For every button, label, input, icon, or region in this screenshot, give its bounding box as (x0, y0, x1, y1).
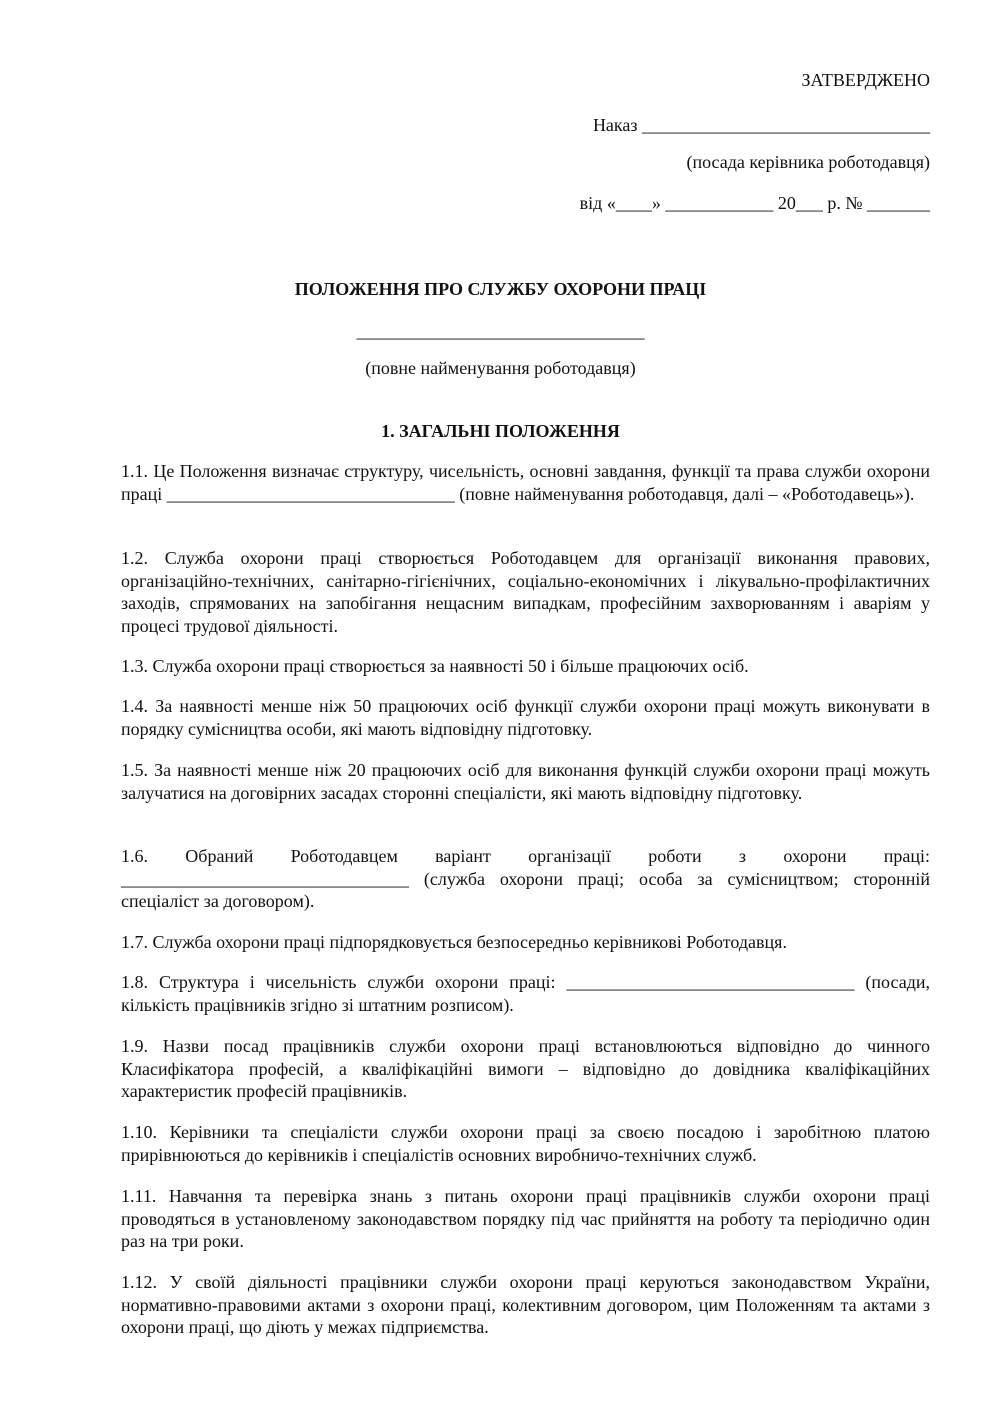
employer-name-blank: ________________________________ (356, 321, 645, 341)
paragraph-1-2: 1.2. Служба охорони праці створюється Роботодавцем для організації виконання правових, організаційно-технічних, санітарно-гігієнічних, соціально-економічних і лікувально-профілактичних заходів, спрямованих на запобігання нещасним випадкам, професійним захворюванням і аваріям у процесі трудової діяльності. (121, 548, 930, 636)
paragraph-1-4: 1.4. За наявності менше ніж 50 працюючих осіб функції служби охорони праці можуть виконувати в порядку сумісництва особи, які мають відповідну підготовку. (121, 696, 930, 739)
paragraph-1-11: 1.11. Навчання та перевірка знань з питань охорони праці працівників служби охорони праці проводяться в установленому законодавством порядку під час прийняття на роботу та періодично один раз на три роки. (121, 1186, 930, 1251)
paragraph-1-9: 1.9. Назви посад працівників служби охорони праці встановлюються відповідно до чинного Класифікатора професій, а кваліфікаційні вимоги – відповідно до довідника кваліфікаційних характеристик професій працівників. (121, 1036, 930, 1101)
position-note: (посада керівника роботодавця) (686, 152, 930, 172)
paragraph-1-5: 1.5. За наявності менше ніж 20 працюючих осіб для виконання функцій служби охорони праці можуть залучатися на договірних засадах сторонні спеціалісти, які мають відповідну підготовку. (121, 760, 930, 803)
paragraph-1-12: 1.12. У своїй діяльності працівники служби охорони праці керуються законодавством України, нормативно-правовими актами з охорони праці, колективним договором, цим Положенням та актами з охорони праці, що діють у межах підприємства. (121, 1272, 930, 1337)
approval-stamp-label: ЗАТВЕРДЖЕНО (801, 70, 930, 90)
paragraph-1-7: 1.7. Служба охорони праці підпорядковується безпосередньо керівникові Роботодавця. (121, 932, 787, 952)
paragraph-1-8: 1.8. Структура і чисельність служби охорони праці: ________________________________ (посади, кількість працівників згідно зі штатним розписом). (121, 972, 930, 1015)
employer-name-note: (повне найменування роботодавця) (365, 358, 636, 378)
section-heading: 1. ЗАГАЛЬНІ ПОЛОЖЕННЯ (381, 421, 620, 441)
paragraph-1-1: 1.1. Це Положення визначає структуру, чисельність, основні завдання, функції та права служби охорони праці ________________________________ (повне найменування роботодавця, далі – «Роботодавець»). (121, 461, 930, 504)
order-line: Наказ ________________________________ (592, 115, 930, 135)
paragraph-1-10: 1.10. Керівники та спеціалісти служби охорони праці за своєю посадою і заробітною платою прирівнюються до керівників і спеціалістів основних виробничо-технічних служб. (121, 1122, 930, 1165)
paragraph-1-3: 1.3. Служба охорони праці створюється за наявності 50 і більше працюючих осіб. (121, 656, 749, 676)
paragraph-1-6: 1.6. Обраний Роботодавцем варіант організації роботи з охорони праці: ________________________________ (служба охорони праці; особа за сумісництвом; сторонній спеціаліст за договором). (121, 846, 930, 911)
document-title: ПОЛОЖЕННЯ ПРО СЛУЖБУ ОХОРОНИ ПРАЦІ (294, 279, 707, 299)
date-number-line: від «____» ____________ 20___ р. № _______ (579, 193, 930, 213)
